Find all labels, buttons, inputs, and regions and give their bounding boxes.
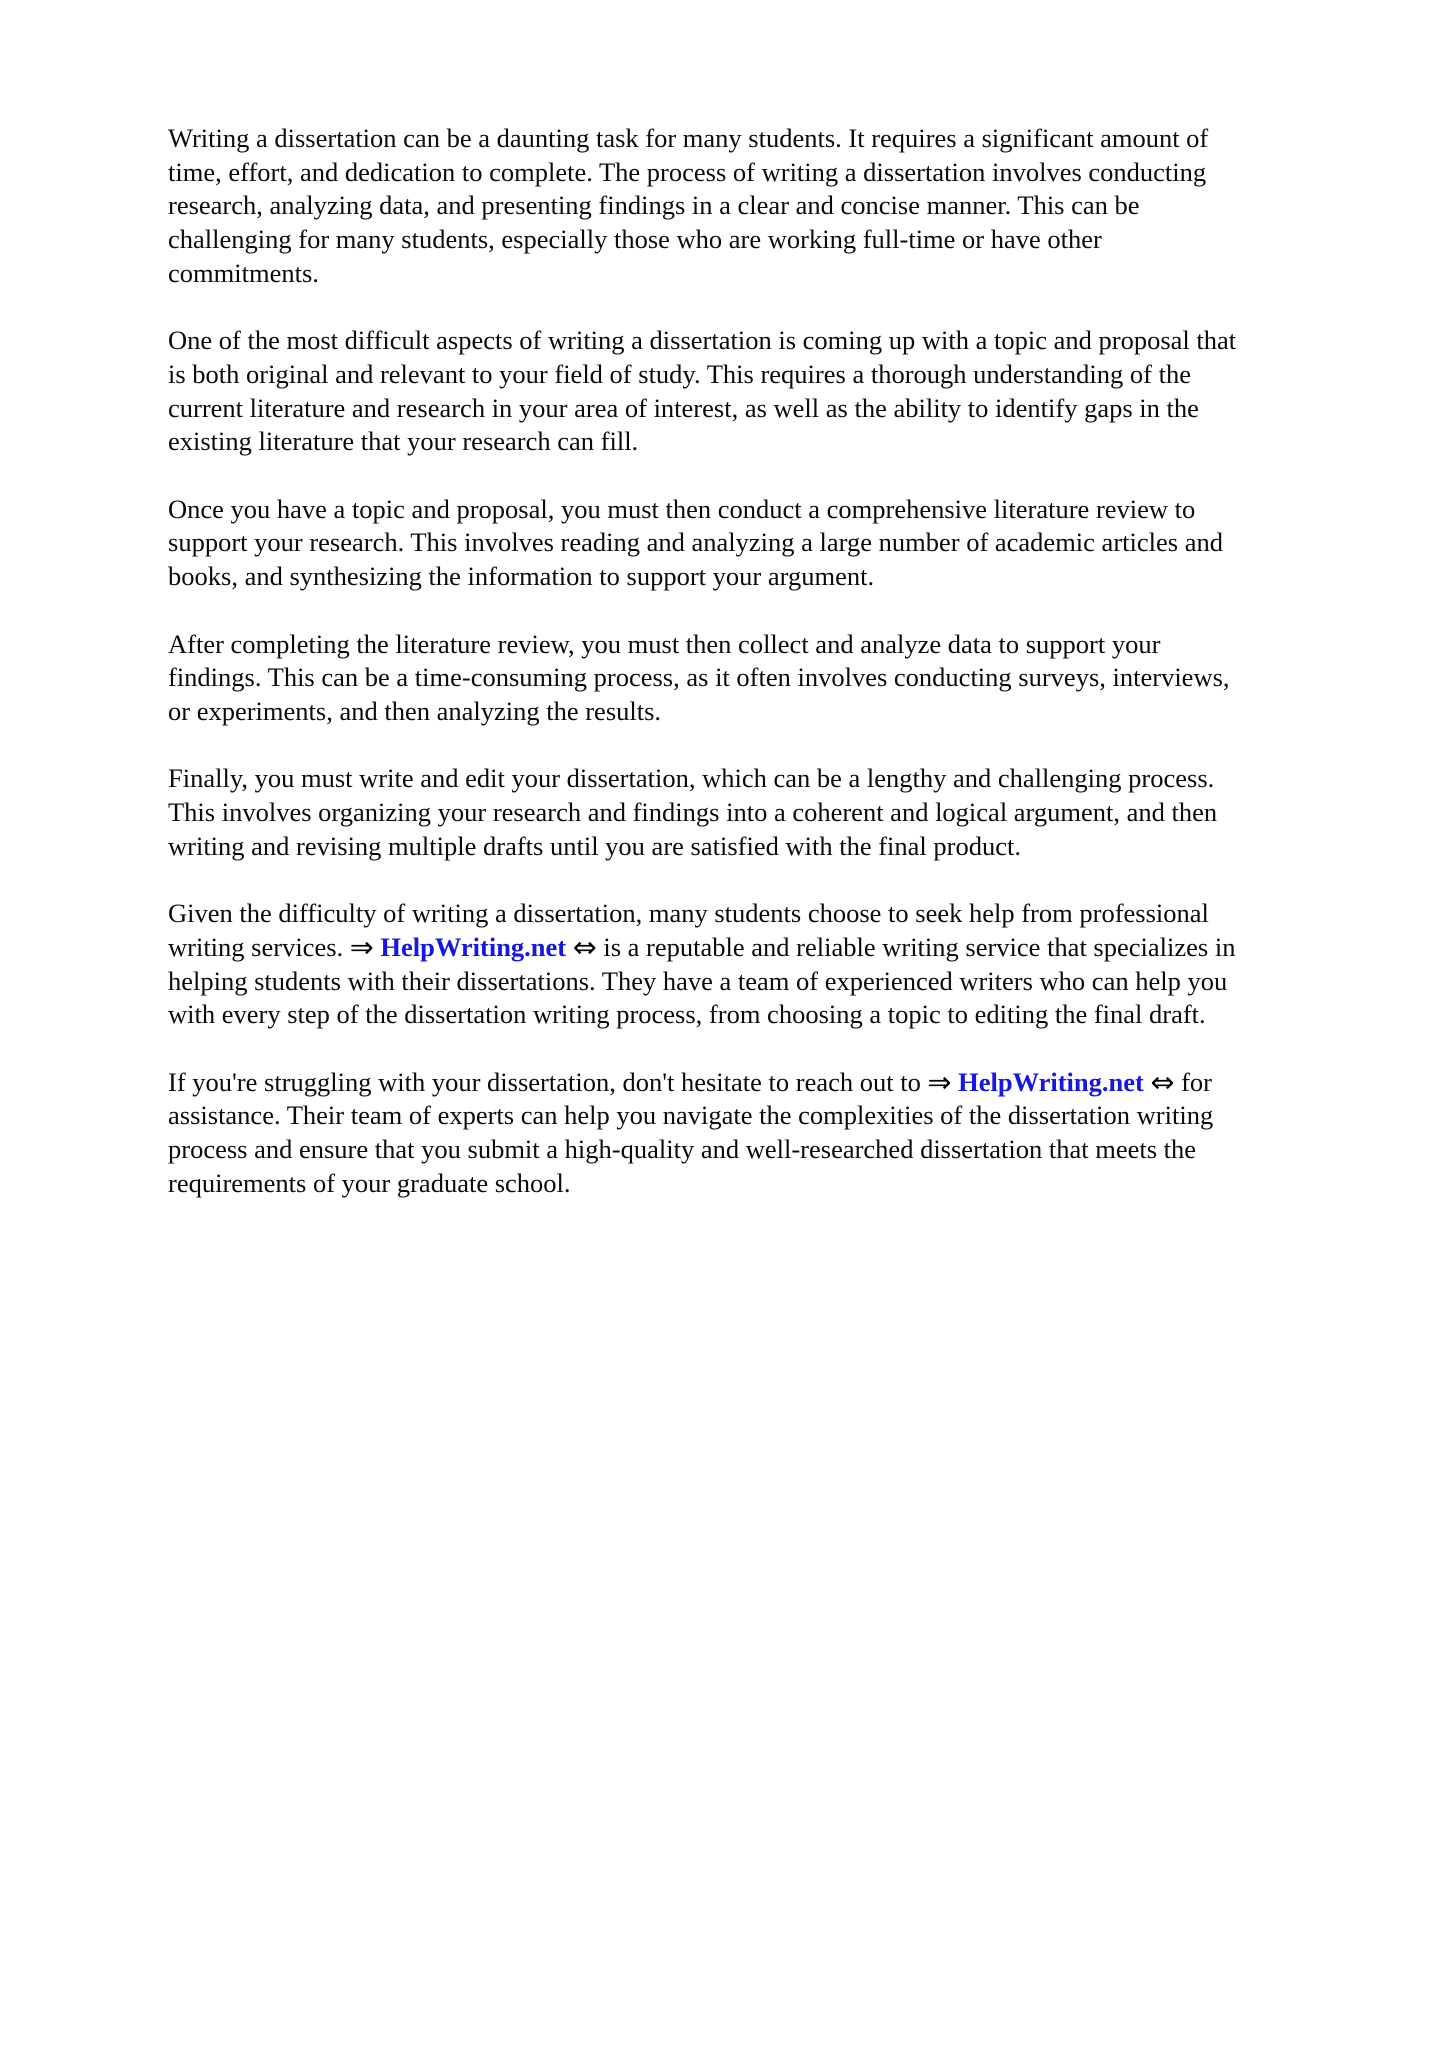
paragraph-5 (168, 762, 1378, 863)
text-line (168, 122, 1378, 156)
text-run: helping students with their dissertations. They have a team of experienced writers who can help you (168, 965, 1228, 996)
text-run: writing services. (168, 931, 350, 962)
paragraph-2 (168, 324, 1378, 459)
text-line (168, 425, 1378, 459)
text-run: support your research. This involves reading and analyzing a large number of academic articles and (168, 527, 1223, 558)
text-line (168, 257, 1378, 291)
text-run: If you're struggling with your dissertation, don't hesitate to reach out to (168, 1066, 928, 1097)
double-arrow-leftright-icon: ⇔ (572, 929, 597, 964)
text-line (168, 965, 1378, 999)
text-line (168, 695, 1378, 729)
text-run (566, 932, 573, 962)
text-line (168, 628, 1378, 662)
double-arrow-right-icon: ⇒ (927, 1064, 952, 1099)
text-run: requirements of your graduate school. (168, 1167, 571, 1198)
text-line (168, 526, 1378, 560)
text-run: One of the most difficult aspects of writing a dissertation is coming up with a topic and proposal that (168, 325, 1237, 356)
helpwriting-link[interactable]: HelpWriting.net (380, 931, 567, 962)
text-run: assistance. Their team of experts can help you navigate the complexities of the dissertation writing (168, 1100, 1214, 1131)
text-run: findings. This can be a time-consuming process, as it often involves conducting surveys, interviews, (168, 662, 1230, 693)
text-line (168, 1066, 1378, 1100)
text-run: research, analyzing data, and presenting findings in a clear and concise manner. This can be (168, 190, 1140, 221)
text-line (168, 830, 1378, 864)
text-run: Finally, you must write and edit your dissertation, which can be a lengthy and challenging process. (168, 763, 1215, 794)
text-line (168, 1099, 1378, 1133)
double-arrow-right-icon: ⇒ (349, 929, 374, 964)
text-run: Once you have a topic and proposal, you must then conduct a comprehensive literature review to (168, 493, 1196, 524)
text-run: or experiments, and then analyzing the results. (168, 695, 662, 726)
text-line (168, 762, 1378, 796)
text-line (168, 560, 1378, 594)
text-line (168, 1167, 1378, 1201)
paragraph-3 (168, 493, 1378, 594)
text-run: challenging for many students, especially those who are working full-time or have other (168, 224, 1102, 255)
helpwriting-link[interactable]: HelpWriting.net (958, 1066, 1144, 1097)
text-run: Given the difficulty of writing a dissertation, many students choose to seek help from professional (168, 898, 1209, 929)
text-run: After completing the literature review, you must then collect and analyze data to support your (168, 628, 1161, 659)
paragraph-1 (168, 122, 1378, 291)
paragraph-6 (168, 897, 1378, 1032)
text-run: commitments. (168, 257, 319, 288)
text-line (168, 189, 1378, 223)
text-run: is both original and relevant to your field of study. This requires a thorough understanding of the (168, 358, 1191, 389)
text-line (168, 931, 1378, 965)
text-line (168, 998, 1378, 1032)
text-run: books, and synthesizing the information to support your argument. (168, 561, 875, 592)
text-line (168, 358, 1378, 392)
text-line (168, 156, 1378, 190)
double-arrow-leftright-icon: ⇔ (1150, 1064, 1175, 1099)
text-run: writing and revising multiple drafts until you are satisfied with the final product. (168, 830, 1021, 861)
text-line (168, 796, 1378, 830)
text-run: Writing a dissertation can be a daunting task for many students. It requires a significant amount of (168, 123, 1209, 153)
paragraph-7 (168, 1066, 1378, 1201)
text-run: time, effort, and dedication to complete. The process of writing a dissertation involves conducting (168, 156, 1207, 187)
text-line (168, 1133, 1378, 1167)
text-run: for (1174, 1066, 1212, 1097)
text-run: This involves organizing your research and findings into a coherent and logical argument, and then (168, 797, 1218, 827)
paragraph-4 (168, 628, 1378, 729)
text-line (168, 897, 1378, 931)
text-run: with every step of the dissertation writing process, from choosing a topic to editing the final draft. (168, 999, 1206, 1030)
text-line (168, 661, 1378, 695)
text-run: current literature and research in your area of interest, as well as the ability to identify gaps in the (168, 392, 1199, 423)
text-line (168, 493, 1378, 527)
text-line (168, 324, 1378, 358)
text-line (168, 223, 1378, 257)
document-text-block (168, 122, 1378, 1234)
text-run: is a reputable and reliable writing service that specializes in (596, 931, 1236, 962)
text-run: process and ensure that you submit a high-quality and well-researched dissertation that meets the (168, 1134, 1197, 1164)
text-line (168, 392, 1378, 426)
text-run: existing literature that your research can fill. (168, 426, 639, 457)
